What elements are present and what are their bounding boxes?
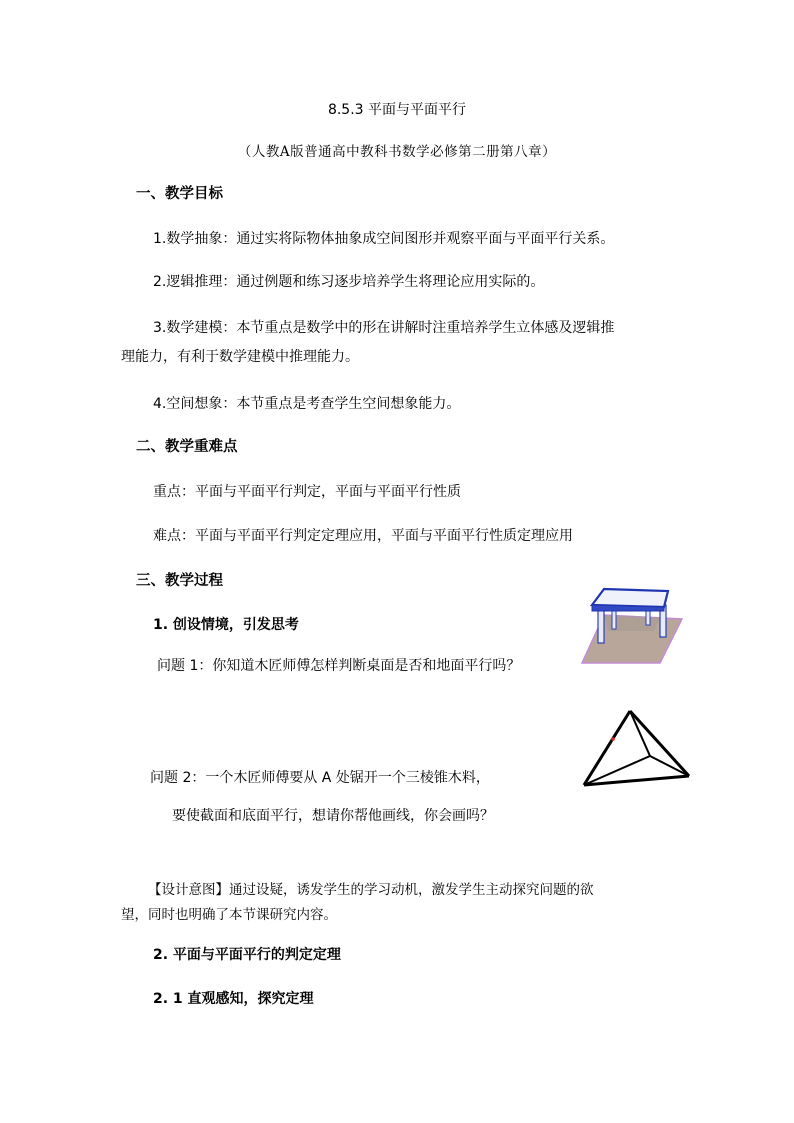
question-2-line-1: 问题 2：一个木匠师傅要从 A 处锯开一个三棱锥木料，: [150, 770, 490, 786]
step-2-heading: 2. 平面与平面平行的判定定理: [153, 947, 341, 963]
design-intent-line-2: 望，同时也明确了本节课研究内容。: [121, 907, 337, 923]
goal-item-4: 4.空间想象：本节重点是考查学生空间想象能力。: [153, 396, 461, 412]
table-figure: [578, 583, 686, 665]
key-points: 重点：平面与平面平行判定，平面与平面平行性质: [153, 484, 461, 500]
step-1-heading: 1. 创设情境，引发思考: [153, 617, 299, 633]
table-top: [592, 589, 668, 607]
pyramid-edge: [630, 711, 689, 776]
pyramid-figure: [582, 706, 694, 790]
goal-item-1: 1.数学抽象：通过实将际物体抽象成空间图形并观察平面与平面平行关系。: [153, 231, 615, 247]
goal-item-3-line-2: 理能力，有利于数学建模中推理能力。: [121, 349, 359, 365]
section-heading-difficulty: 二、教学重难点: [136, 439, 238, 455]
design-intent-line-1: 【设计意图】通过设疑，诱发学生的学习动机，激发学生主动探究问题的欲: [148, 882, 594, 898]
document-subtitle: （人教A版普通高中教科书数学必修第二册第八章）: [237, 144, 557, 160]
point-a-marker: [611, 737, 615, 741]
difficult-points: 难点：平面与平面平行判定定理应用，平面与平面平行性质定理应用: [153, 528, 573, 544]
pyramid-edge: [630, 711, 650, 756]
goal-item-2: 2.逻辑推理：通过例题和练习逐步培养学生将理论应用实际的。: [153, 274, 545, 290]
document-title: 8.5.3 平面与平面平行: [327, 102, 467, 118]
question-1: 问题 1：你知道木匠师傅怎样判断桌面是否和地面平行吗？: [157, 658, 521, 674]
section-heading-goals: 一、教学目标: [136, 186, 223, 202]
section-heading-process: 三、教学过程: [136, 573, 223, 589]
step-2-1-heading: 2. 1 直观感知，探究定理: [153, 991, 314, 1007]
question-2-line-2: 要使截面和底面平行，想请你帮他画线，你会画吗？: [172, 808, 494, 824]
goal-item-3-line-1: 3.数学建模：本节重点是数学中的形在讲解时注重培养学生立体感及逻辑推: [153, 320, 615, 336]
pyramid-edge: [650, 756, 689, 776]
